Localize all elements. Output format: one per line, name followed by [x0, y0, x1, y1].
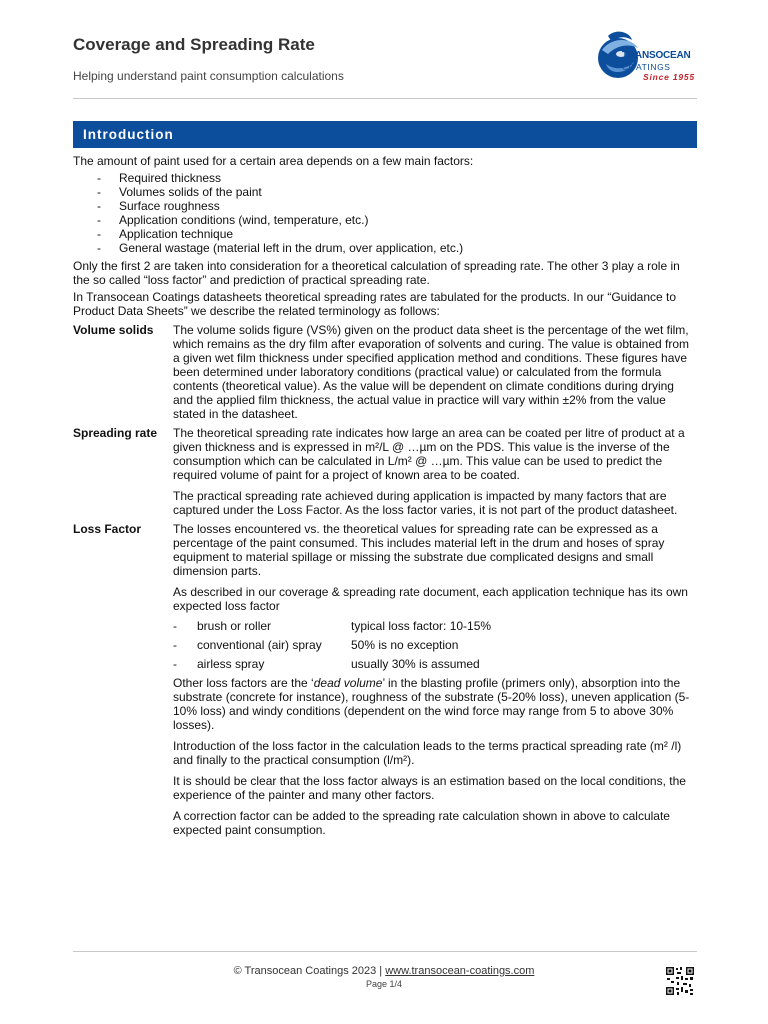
intro-paragraph-1: Only the first 2 are taken into consideration for a theoretical calculation of spreading rate. The other 3 play a role in the so called “loss factor” and prediction of practical spreading rate. [73, 259, 680, 287]
dash-bullet: - [97, 199, 101, 213]
page-title: Coverage and Spreading Rate [73, 35, 315, 54]
list-item: - Volumes solids of the paint [97, 185, 262, 199]
list-item: - Application technique [97, 227, 234, 241]
website-link[interactable]: www.transocean-coatings.com [385, 965, 535, 977]
loss-value: 50% is no exception [351, 638, 459, 652]
list-item [173, 638, 697, 652]
term-volume-solids [73, 323, 697, 421]
term-definition: The theoretical spreading rate indicates how large an area can be coated per litre of product at a given thickness and is expressed in m²/L @ …µm on the PDS. This value is the inverse of the consumption which can be calculated in L/m² @ …µm. This value can be used to predict the required volume of paint for a project of known area to be coated. The practical spreading rate achieved during application is impacted by many factors that are captured under the Loss Factor. As the loss factor varies, it is not part of the product datasheet. [173, 426, 685, 517]
list-item: - Application conditions (wind, temperature, etc.) [97, 213, 369, 227]
dash-bullet: - [173, 619, 177, 633]
list-item: - Surface roughness [97, 199, 220, 213]
header-divider [73, 98, 697, 99]
application-method: conventional (air) spray [197, 638, 322, 652]
footer-copyright: © Transocean Coatings 2023 | www.transocean-coatings.com [233, 965, 535, 977]
document-body [73, 154, 697, 837]
list-item [173, 619, 697, 633]
intro-lead: The amount of paint used for a certain area depends on a few main factors: [73, 154, 474, 168]
term-spreading-rate [73, 426, 697, 517]
logo-sub: COATINGS [622, 62, 671, 72]
dash-bullet: - [97, 241, 101, 255]
loss-other-factors: Other loss factors are the ‘dead volume’ in the blasting profile (primers only), absorption into the substrate (concrete for instance), roughness of the substrate (5-20% loss), uneven application (5-10% loss) and windy conditions (dependent on the wind force may range from 5 to above 30% losses). [173, 676, 690, 732]
term-definition: The volume solids figure (VS%) given on the product data sheet is the percentage of the wet film, which remains as the dry film after evaporation of solvents and curing. The value is obtained from a given wet film thickness under specified application method and conditions. These figures have been determined under laboratory conditions (practical value) or calculated from the formula contents (theoretical value). As the value will be dependent on climate conditions during drying and the applied film thickness, the actual value in practice will vary within ±2% from the value stated in the datasheet. [173, 323, 690, 421]
page-number: Page 1/4 [365, 979, 403, 989]
qr-code-icon [665, 966, 695, 996]
loss-factor-list [173, 619, 697, 671]
dash-bullet: - [173, 638, 177, 652]
logo-name: TRANSOCEAN [622, 50, 691, 61]
term-label: Volume solids [73, 323, 154, 337]
list-item: - Required thickness [97, 171, 222, 185]
logo-since: Since 1955 [643, 72, 695, 82]
intro-paragraph-2: In Transocean Coatings datasheets theoretical spreading rates are tabulated for the products. In our “Guidance to Product Data Sheets” we describe the related terminology as follows: [73, 290, 677, 318]
dash-bullet: - [97, 185, 101, 199]
list-item [173, 657, 697, 671]
dash-bullet: - [97, 171, 101, 185]
page-subtitle: Helping understand paint consumption calculations [73, 69, 344, 83]
factor-list [73, 171, 697, 255]
term-label: Loss Factor [73, 522, 142, 536]
transocean-logo [596, 30, 700, 86]
footer-divider [73, 951, 697, 952]
loss-value: typical loss factor: 10-15% [351, 619, 492, 633]
application-method: airless spray [197, 657, 265, 671]
term-loss-factor [73, 522, 697, 837]
term-definition: The losses encountered vs. the theoretical values for spreading rate can be expressed as a percentage of the paint consumed. This includes material left in the drum and hoses of spray equipment to material spillage or missing the substrate due complicated designs and small dimension parts. As described in our coverage & spreading rate document, each application technique has its own expected loss factor - brush or roller typical loss factor: 10-15% - conventional (air) spray 50% is no exception - airless spray usually 30% is assumed Other loss factors are the ‘dead volume’ in the blasting profile (primers only), absorption into the substrate (concrete for instance), roughness of the substrate (5-20% loss), uneven application (5-10% loss) and windy conditions (dependent on the wind force may range from 5 to above 30% losses). Introduction of the loss factor in the calculation leads to the terms practical spreading rate (m² /l) and finally to the practical consumption (l/m²). It is should be clear that the loss factor always is an estimation based on the local conditions, the experience of the painter and many other factors. A correction factor can be added to the spreading rate calculation shown in above to calculate expected paint consumption. [173, 522, 697, 837]
section-title: Introduction [83, 127, 174, 142]
dash-bullet: - [97, 213, 101, 227]
dash-bullet: - [97, 227, 101, 241]
dash-bullet: - [173, 657, 177, 671]
section-banner [73, 121, 697, 148]
list-item: - General wastage (material left in the drum, over application, etc.) [97, 241, 464, 255]
term-label: Spreading rate [73, 426, 158, 440]
application-method: brush or roller [197, 619, 272, 633]
loss-value: usually 30% is assumed [351, 657, 480, 671]
